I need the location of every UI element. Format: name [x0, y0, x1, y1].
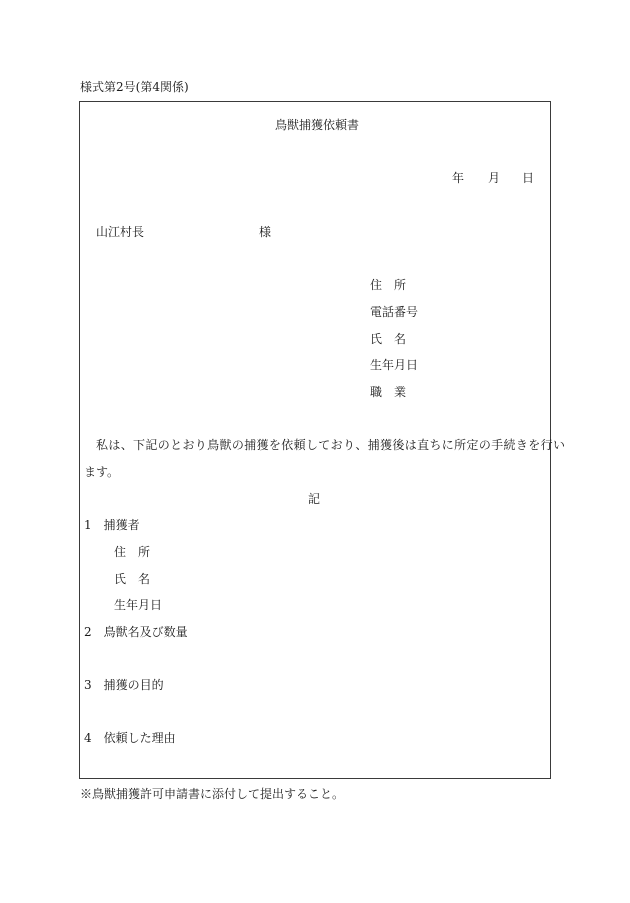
- requester-occupation-label: 職 業: [370, 385, 407, 399]
- footnote: ※鳥獣捕獲許可申請書に添付して提出すること。: [80, 787, 345, 801]
- requester-birthdate-label: 生年月日: [370, 358, 419, 372]
- date-day: 日: [522, 171, 535, 185]
- item-3-label: 3 捕獲の目的: [84, 678, 164, 692]
- addressee-name: 山江村長: [96, 225, 145, 239]
- item-1-name-label: 氏 名: [114, 572, 151, 586]
- body-text-line-1: 私は、下記のとおり鳥獣の捕獲を依頼しており、捕獲後は直ちに所定の手続きを行い: [96, 438, 566, 452]
- date-year: 年: [452, 171, 465, 185]
- addressee-honorific: 様: [259, 225, 272, 239]
- requester-phone-label: 電話番号: [370, 305, 419, 319]
- item-2-label: 2 鳥獣名及び数量: [84, 625, 188, 639]
- form-number: 様式第2号(第4関係): [80, 80, 189, 94]
- item-1-birthdate-label: 生年月日: [114, 598, 163, 612]
- body-text-line-2: ます。: [84, 465, 120, 479]
- form-title: 鳥獣捕獲依頼書: [275, 118, 360, 132]
- requester-address-label: 住 所: [370, 278, 407, 292]
- item-1-label: 1 捕獲者: [84, 518, 140, 532]
- date-month: 月: [488, 171, 501, 185]
- ki-heading: 記: [308, 492, 321, 506]
- requester-name-label: 氏 名: [370, 332, 407, 346]
- item-1-address-label: 住 所: [114, 545, 151, 559]
- item-4-label: 4 依頼した理由: [84, 731, 176, 745]
